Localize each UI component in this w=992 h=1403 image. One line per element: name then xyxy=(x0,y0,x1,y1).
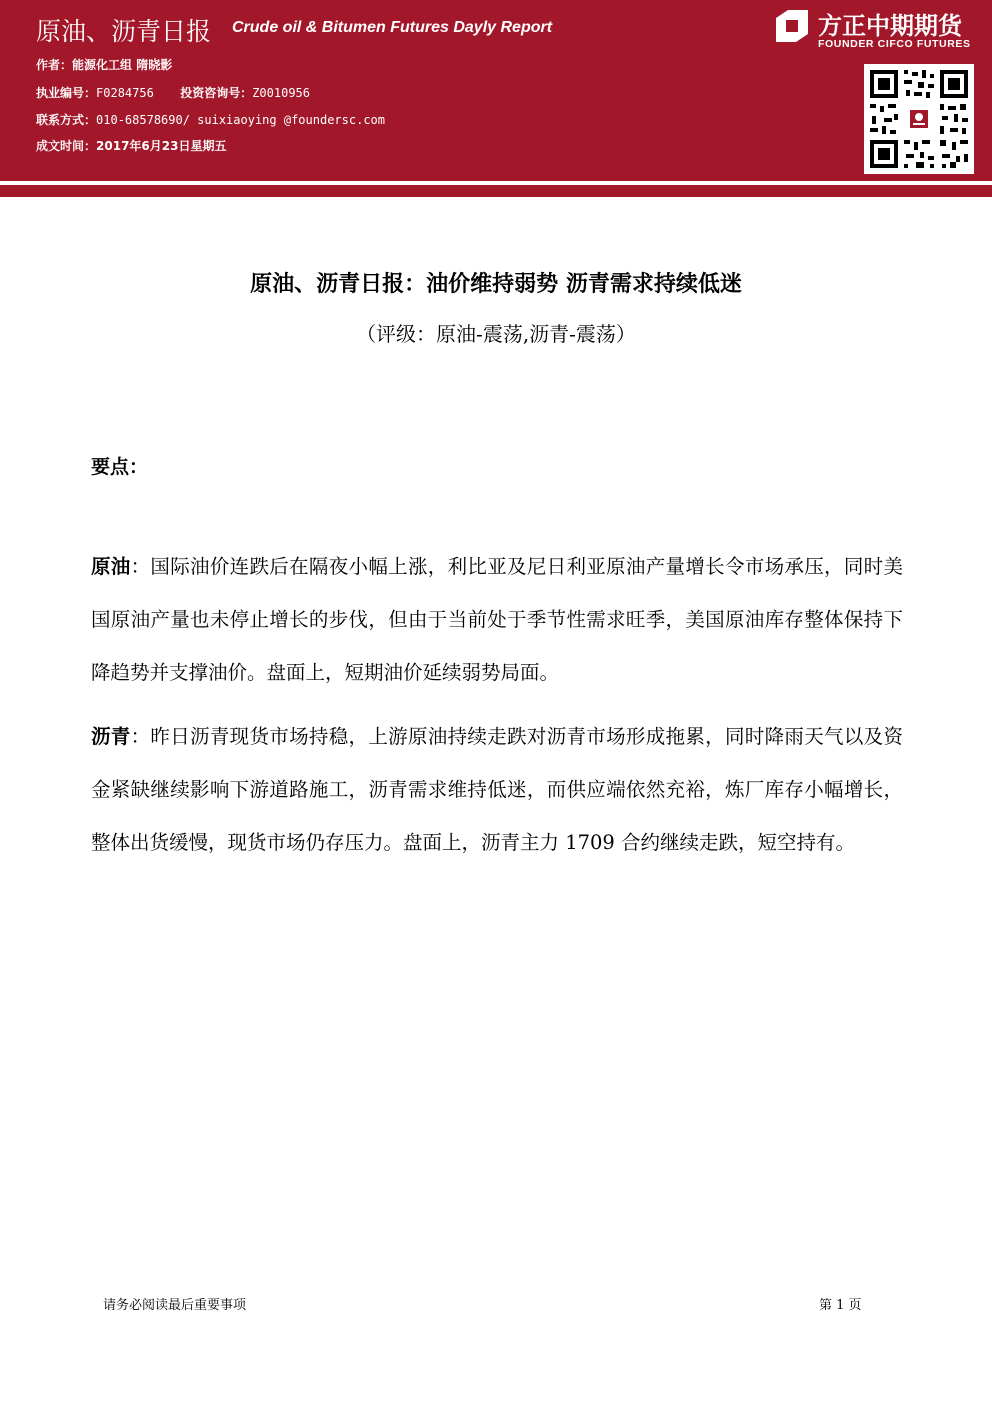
date-label: 成文时间： xyxy=(36,139,97,153)
brand-name-cn: 方正中期期货 xyxy=(818,12,962,40)
report-rating: （评级：原油-震荡,沥青-震荡） xyxy=(356,322,636,346)
crude-oil-text: ：国际油价连跌后在隔夜小幅上涨，利比亚及尼日利亚原油产量增长令市场承压，同时美国原油产量也未停止增长的步伐，但由于当前处于季节性需求旺季，美国原油库存整体保持下降趋势并支撑油价。盘面上，短期油价延续弱势局面。 xyxy=(91,555,903,684)
footer-notice: 请务必阅读最后重要事项 xyxy=(103,1298,247,1313)
founder-logo-icon xyxy=(772,8,812,48)
crude-oil-paragraph xyxy=(91,540,903,699)
consult-label: 投资咨询号： xyxy=(180,86,253,100)
bitumen-text: ：昨日沥青现货市场持稳，上游原油持续走跌对沥青市场形成拖累，同时降雨天气以及资金紧缺继续影响下游道路施工，沥青需求维持低迷，而供应端依然充裕，炼厂库存小幅增长，整体出货缓慢，现货市场仍存压力。盘面上，沥青主力 1709 合约继续走跌，短空持有。 xyxy=(91,725,903,854)
crude-oil-lead: 原油 xyxy=(91,555,131,578)
date-line xyxy=(36,137,226,154)
bitumen-lead: 沥青 xyxy=(91,725,131,748)
header-divider xyxy=(0,181,992,183)
license-value: F0284756 xyxy=(96,86,154,100)
author-value: 能源化工组 隋晓影 xyxy=(72,58,173,72)
page-number: 第 1 页 xyxy=(819,1298,862,1313)
brand-name-en: FOUNDER CIFCO FUTURES xyxy=(818,38,971,50)
header-strip xyxy=(0,185,992,197)
contact-value: 010-68578690/ suixiaoying @foundersc.com xyxy=(96,113,385,127)
contact-label: 联系方式： xyxy=(36,113,97,127)
bitumen-paragraph xyxy=(91,710,903,869)
contact-line xyxy=(36,111,385,128)
author-line xyxy=(36,56,172,73)
keypoints-heading: 要点： xyxy=(91,456,149,478)
date-value: 2017年6月23日星期五 xyxy=(96,139,227,153)
license-label: 执业编号： xyxy=(36,86,97,100)
author-label: 作者： xyxy=(36,58,73,72)
report-series-title: 原油、沥青日报 xyxy=(36,17,212,46)
report-series-title-en: Crude oil & Bitumen Futures Dayly Report xyxy=(232,19,553,36)
consult-value: Z0010956 xyxy=(252,86,310,100)
report-title: 原油、沥青日报：油价维持弱势 沥青需求持续低迷 xyxy=(250,272,742,297)
qr-code-icon xyxy=(864,64,974,174)
license-line xyxy=(36,84,310,101)
